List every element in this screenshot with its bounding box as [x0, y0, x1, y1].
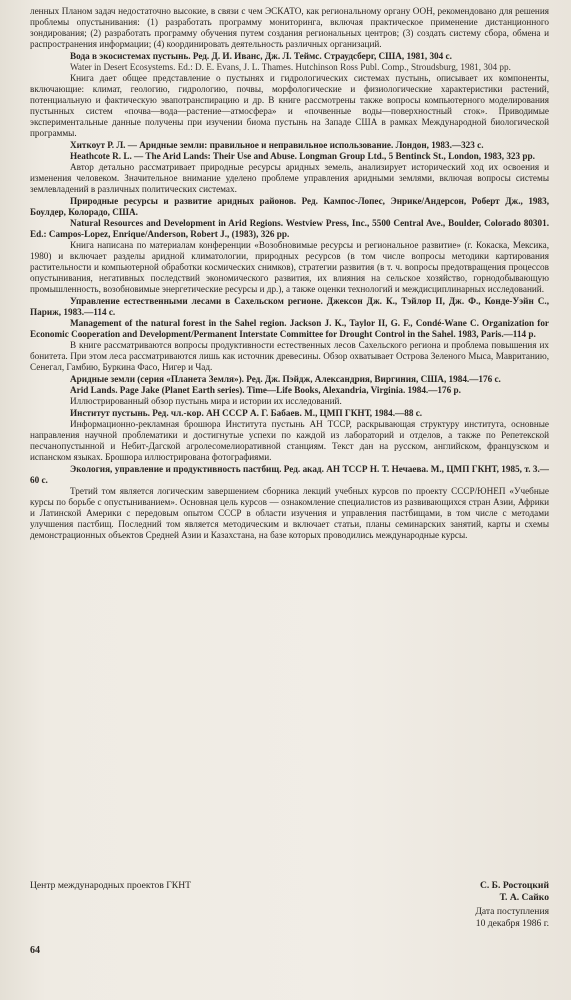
- entry-1: [30, 51, 549, 139]
- entry-6: [30, 408, 549, 463]
- citation-en: Water in Desert Ecosystems. Ed.: D. E. Evans, J. L. Thames. Hutchinson Ross Publ. Comp., Stroudsburg, 1981, 304 pp.: [70, 62, 511, 72]
- entry-5: [30, 374, 549, 407]
- received-date-block: [475, 906, 549, 930]
- annotation-text: Третий том является логическим завершением сборника лекций учебных курсов по проекту СССР/ЮНЕП «Учебные курсы по борьбе с опустыниванием». Основная цель курсов — ознакомление специалистов из развивающихся стран Азии, Африки и Латинской Америки с передовым опытом СССР в области изучения и управления пастбищами, в том числе с методами улучшения пастбищ. Последний том является методическим и включает статьи, планы семинарских занятий, карты и схемы демонстрационных объектов Средней Азии и Казахстана, на базе которых проводились международные курсы.: [30, 486, 549, 540]
- signer-name: С. Б. Ростоцкий: [479, 880, 549, 891]
- citation-ru: Природные ресурсы и развитие аридных районов. Ред. Кампос-Лопес, Энрике/Андерсон, Роберт Дж., 1983, Боулдер, Колорадо, США.: [30, 196, 549, 217]
- citation-ru: Институт пустынь. Ред. чл.-кор. АН СССР А. Г. Бабаев. М., ЦМП ГКНТ, 1984.—88 с.: [70, 408, 423, 418]
- citation-ru: Вода в экосистемах пустынь. Ред. Д. И. Иванс, Дж. Л. Теймс. Страудсберг, США, 1981, 304 с.: [70, 51, 452, 61]
- annotation-text: Иллюстрированный обзор пустынь мира и истории их исследований.: [70, 396, 342, 406]
- entry-7: [30, 464, 549, 541]
- annotation-text: В книге рассматриваются вопросы продуктивности естественных лесов Сахельского региона и проблема повышения их бонитета. При этом леса рассматриваются лишь как источник древесины. Обзор охватывает Острова Зеленого Мыса, Мавританию, Сенегал, Гамбию, Буркина Фасо, Нигер и Чад.: [30, 340, 549, 372]
- entry-3: [30, 196, 549, 295]
- annotations-list: [30, 6, 549, 541]
- citation-ru: Управление естественными лесами в Сахельском регионе. Джексон Дж. К., Тэйлор II, Дж. Ф., Конде-Уэйн С., Париж, 1983.—114 с.: [30, 296, 549, 317]
- page-number: 64: [30, 945, 40, 956]
- citation-en: Natural Resources and Development in Arid Regions. Westview Press, Inc., 5500 Central Ave., Boulder, Colorado 80301. Ed.: Campos-Lopez, Enrique/Anderson, Robert J., (1983), 326 pp.: [30, 218, 549, 239]
- citation-ru: Экология, управление и продуктивность пастбищ. Ред. акад. АН ТССР Н. Т. Нечаева. М., ЦМП ГКНТ, 1985, т. 3.—60 с.: [30, 464, 549, 485]
- signatures-block: [475, 880, 549, 930]
- organization-name: Центр международных проектов ГКНТ: [30, 880, 191, 891]
- citation-ru: Аридные земли (серия «Планета Земля»). Ред. Дж. Пэйдж, Александрия, Виргиния, США, 1984.—176 с.: [70, 374, 501, 384]
- citation-en: Heathcote R. L. — The Arid Lands: Their Use and Abuse. Longman Group Ltd., 5 Bentinck St., London, 1983, 323 pp.: [70, 151, 535, 161]
- signer-name: Т. А. Сайко: [499, 892, 549, 903]
- citation-en: Arid Lands. Page Jake (Planet Earth series). Time—Life Books, Alexandria, Virginia. 1984.—176 p.: [70, 385, 461, 395]
- date-label: Дата поступления: [475, 906, 549, 917]
- annotation-text: Книга дает общее представление о пустынях и гидрологических системах пустынь, описывает их компоненты, включающие: климат, геологию, гидрологию, почвы, морфологические и физиологические характеристики растений, потенциальную и фактическую эвапотранспирацию и др. В книге рассмотрены также вопросы компьютерного моделирования пустынных систем «почва—вода—растение—атмосфера» и «почвенные воды—поверхностный сток». Приводимые экспериментальные данные получены при изучении биома пустынь на Западе США в рамках Международной биологической программы.: [30, 73, 549, 138]
- citation-en: Management of the natural forest in the Sahel region. Jackson J. K., Taylor II, G. F., Condé-Wane C. Organization for Economic Cooperation and Development/Permanent Interstate Committee for Drought Control in the Sahel. 1983, Paris.—114 p.: [30, 318, 549, 339]
- annotation-text: Книга написана по материалам конференции «Возобновимые ресурсы и региональное развитие» (г. Кокаска, Мексика, 1980) и включает разделы аридной климатологии, природных ресурсов (в том числе вопросы методики картирования растительности и компьютерной обработки космических снимков), стратегии развития (в т. ч. вопросы предотвращения процессов опустынивания, негативных последствий экономического развития, их влияния на сельское хозяйство, горнодобывающую промышленность, возобновимые энергетические ресурсы и др.), а также оценки технологий и междисциплинарных исследований.: [30, 240, 549, 294]
- citation-ru: Хиткоут Р. Л. — Аридные земли: правильное и неправильное использование. Лондон, 1983.—323 с.: [70, 140, 484, 150]
- entry-2: [30, 140, 549, 195]
- annotation-text: Информационно-рекламная брошюра Института пустынь АН ТССР, раскрывающая структуру института, основные направления научной проблематики и достигнутые успехи по каждой из лабораторий и отделов, а также по Репетекской песчанопустынной и Небит-Дагской агролесомелиоративной станциям. Текст дан на русском, английском, французском и испанском языках. Брошюра иллюстрирована фотографиями.: [30, 419, 549, 462]
- entry-4: [30, 296, 549, 373]
- annotation-text: Автор детально рассматривает природные ресурсы аридных земель, анализирует исторический ход их освоения и изменения человеком. Значительное внимание уделено проблеме управления аридными землями, включая вопросы системы землевладений в различных политических системах.: [30, 162, 549, 194]
- intro-paragraph: ленных Планом задач недостаточно высокие, в связи с чем ЭСКАТО, как региональному органу ООН, рекомендовано для решения проблемы опустынивания: (1) разработать программу мониторинга, включая практическое применение дистанционного зондирования; (2) разработать программу обучения путем создания региональных центров; (3) создать систему сбора, обмена и распространения информации; (4) координировать деятельность различных организаций.: [30, 6, 549, 49]
- date-value: 10 декабря 1986 г.: [475, 918, 549, 929]
